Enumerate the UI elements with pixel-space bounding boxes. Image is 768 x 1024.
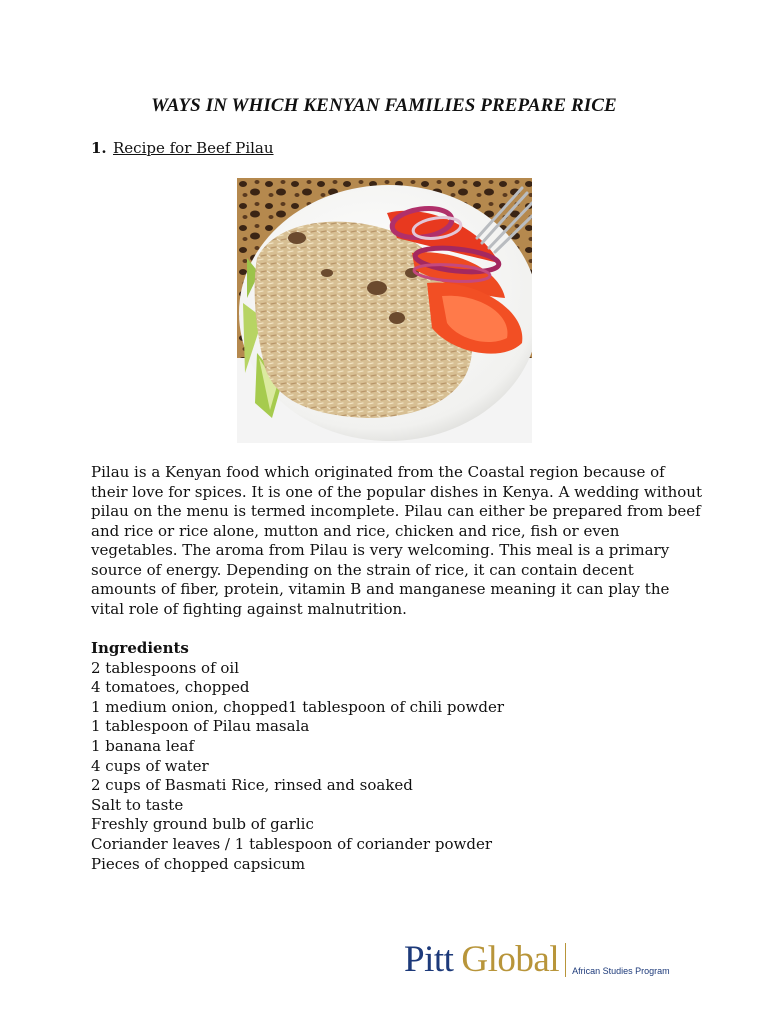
logo-pitt-text: Pitt [404,939,454,980]
paragraph-line: amounts of fiber, protein, vitamin B and manganese meaning it can play the [91,580,670,598]
ingredient-item: 4 cups of water [91,756,209,775]
ingredient-item: Freshly ground bulb of garlic [91,815,314,834]
ingredient-item: 2 tablespoons of oil [91,658,240,677]
description-paragraph [91,463,702,619]
ingredient-item: 2 cups of Basmati Rice, rinsed and soaked [91,776,413,795]
section-title: Recipe for Beef Pilau [113,139,274,157]
paragraph-line: Pilau is a Kenyan food which originated from the Coastal region because of [91,463,665,481]
ingredient-item: Salt to taste [91,795,184,814]
paragraph-line: their love for spices. It is one of the popular dishes in Kenya. A wedding without [91,482,702,501]
paragraph-line: and rice or rice alone, mutton and rice, chicken and rice, fish or even [91,521,620,540]
ingredient-item: 1 banana leaf [91,736,195,755]
ingredient-item: 1 medium onion, chopped1 tablespoon of chili powder [91,697,504,716]
paragraph-line: vital role of fighting against malnutrition. [91,599,407,618]
logo-global-text: Global [461,939,560,980]
paragraph-line: pilau on the menu is termed incomplete. Pilau can either be prepared from beef [91,502,701,520]
ingredients-heading: Ingredients [91,639,189,657]
ingredients-section [91,639,691,874]
ingredient-item: Pieces of chopped capsicum [91,854,306,873]
ingredients-list [91,659,691,875]
section-heading [91,139,274,157]
ingredient-item: 4 tomatoes, chopped [91,678,250,697]
logo-program-text: African Studies Program [572,966,670,976]
paragraph-line: vegetables. The aroma from Pilau is very welcoming. This meal is a primary [91,541,670,559]
logo-divider [565,943,566,977]
pilau-photo [237,178,532,443]
page-title: WAYS IN WHICH KENYAN FAMILIES PREPARE RICE [151,95,617,116]
ingredient-item: 1 tablespoon of Pilau masala [91,717,310,736]
paragraph-line: source of energy. Depending on the strain of rice, it can contain decent [91,560,634,579]
pitt-global-logo [404,940,670,980]
section-number: 1. [91,139,107,157]
ingredient-item: Coriander leaves / 1 tablespoon of coriander powder [91,834,492,853]
